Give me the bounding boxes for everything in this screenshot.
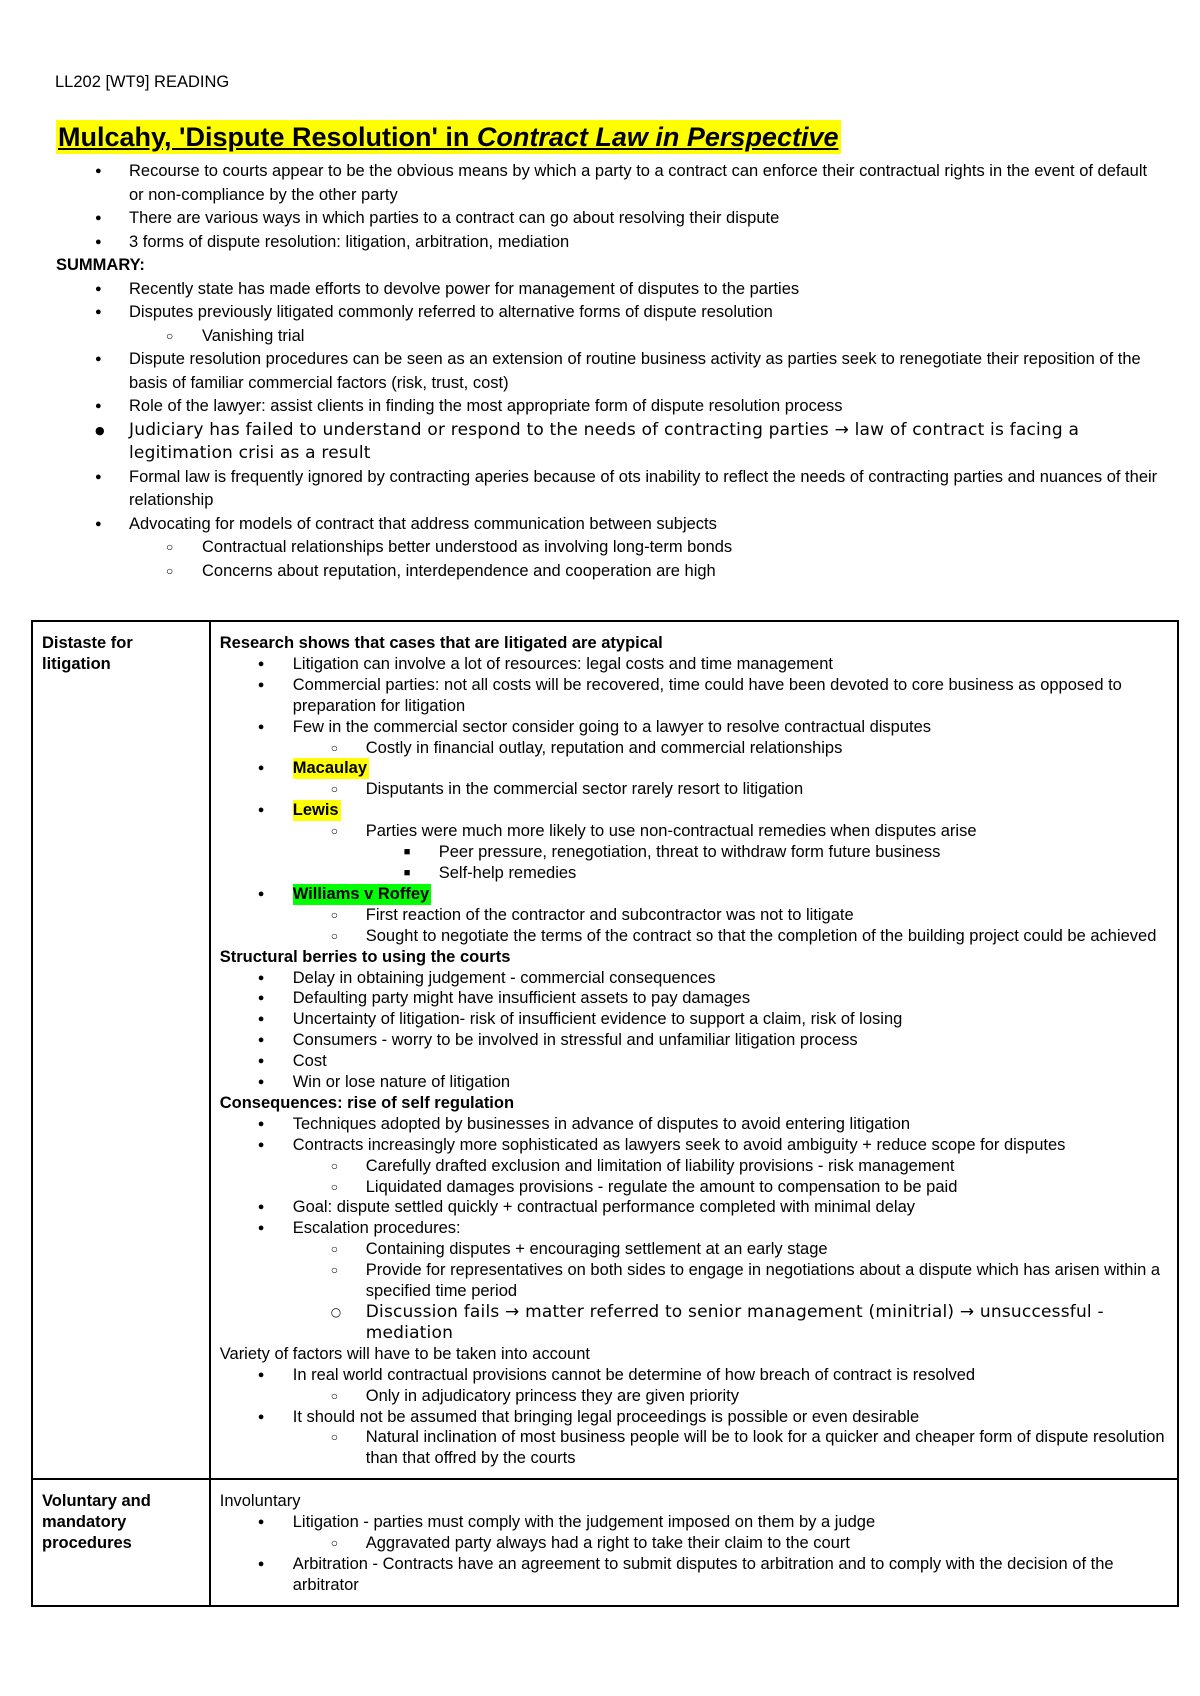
list-subitem: ○ Provide for representatives on both sides to engage in negotiations about a dispute which has arisen within a specified time period — [220, 1260, 1168, 1302]
section-heading: Structural berries to using the courts — [219, 947, 511, 966]
case-name-macaulay: Macaulay — [292, 759, 368, 778]
list-item-highlight — [220, 758, 1168, 779]
summary-heading: SUMMARY: — [56, 256, 145, 274]
list-item-highlight — [220, 884, 1168, 905]
list-subitem: ○ Only in adjudicatory princess they are given priority — [220, 1386, 1168, 1407]
list-subitem: ○ Vanishing trial — [56, 325, 1166, 349]
list-item: ● Techniques adopted by businesses in advance of disputes to avoid entering litigation — [220, 1114, 1168, 1135]
row-label: Voluntary and mandatory procedures — [32, 1479, 210, 1606]
list-item: ● Disputes previously litigated commonly referred to alternative forms of dispute resolution — [56, 301, 1166, 325]
intro-list — [56, 160, 1166, 254]
bullet-list — [220, 1512, 1168, 1596]
section-heading: Involuntary — [219, 1492, 301, 1511]
list-item: ● Consumers - worry to be involved in stressful and unfamiliar litigation process — [220, 1030, 1168, 1051]
list-subitem: ○ Natural inclination of most business people will be to look for a quicker and cheaper form of dispute resolution than that offred by the courts — [220, 1427, 1168, 1469]
list-subitem: ○ First reaction of the contractor and subcontractor was not to litigate — [220, 905, 1168, 926]
list-item: ● Role of the lawyer: assist clients in finding the most appropriate form of dispute resolution process — [56, 395, 1166, 419]
list-item: ● Delay in obtaining judgement - commercial consequences — [220, 968, 1168, 989]
list-subitem: ○ Disputants in the commercial sector rarely resort to litigation — [220, 779, 1168, 800]
document-title — [56, 120, 841, 154]
list-item: ● Recently state has made efforts to devolve power for management of disputes to the parties — [56, 278, 1166, 302]
list-subitem: ○ Contractual relationships better understood as involving long-term bonds — [56, 536, 1166, 560]
list-subitem: ○ Parties were much more likely to use non-contractual remedies when disputes arise — [220, 821, 1168, 842]
document-header: LL202 [WT9] READING — [55, 73, 230, 91]
bullet-list — [220, 1114, 1168, 1344]
list-item: ● Recourse to courts appear to be the obvious means by which a party to a contract can enforce their contractual rights in the event of default or non-compliance by the other party — [56, 160, 1166, 207]
bullet-list — [220, 968, 1168, 1093]
list-item: ● Defaulting party might have insufficient assets to pay damages — [220, 988, 1168, 1009]
summary-list — [56, 278, 1166, 584]
list-item: ● 3 forms of dispute resolution: litigation, arbitration, mediation — [56, 231, 1166, 255]
case-name-lewis: Lewis — [292, 801, 339, 820]
title-book: Contract Law in Perspective — [476, 122, 839, 152]
row-content — [210, 1479, 1178, 1606]
list-item: ● Commercial parties: not all costs will be recovered, time could have been devoted to core business as opposed to preparation for litigation — [220, 675, 1168, 717]
list-item: ● Contracts increasingly more sophisticated as lawyers seek to avoid ambiguity + reduce scope for disputes — [220, 1135, 1168, 1156]
list-item: ● Few in the commercial sector consider going to a lawyer to resolve contractual disputes — [220, 717, 1168, 738]
list-item: ● There are various ways in which parties to a contract can go about resolving their dispute — [56, 207, 1166, 231]
title-prefix: Mulcahy, 'Dispute Resolution' in — [58, 122, 477, 152]
intro-section — [56, 160, 1166, 583]
list-item: ● Arbitration - Contracts have an agreement to submit disputes to arbitration and to comply with the decision of the arbitrator — [220, 1554, 1168, 1596]
bullet-list — [220, 1365, 1168, 1470]
list-item: ● Advocating for models of contract that address communication between subjects — [56, 513, 1166, 537]
list-item: ● Uncertainty of litigation- risk of insufficient evidence to support a claim, risk of losing — [220, 1009, 1168, 1030]
list-subsubitem: ■ Self-help remedies — [220, 863, 1168, 884]
list-item: ● Litigation - parties must comply with the judgement imposed on them by a judge — [220, 1512, 1168, 1533]
list-item: ● Judiciary has failed to understand or respond to the needs of contracting parties → law of contract is facing a legitimation crisi as a result — [56, 419, 1166, 466]
list-subitem: ○ Liquidated damages provisions - regulate the amount to compensation to be paid — [220, 1177, 1168, 1198]
list-subitem: ○ Containing disputes + encouraging settlement at an early stage — [220, 1239, 1168, 1260]
list-item: ● Win or lose nature of litigation — [220, 1072, 1168, 1093]
list-subitem: ○ Concerns about reputation, interdependence and cooperation are high — [56, 560, 1166, 584]
table-row — [32, 621, 1178, 1479]
list-subitem: ○ Carefully drafted exclusion and limitation of liability provisions - risk management — [220, 1156, 1168, 1177]
list-item: ● In real world contractual provisions cannot be determine of how breach of contract is resolved — [220, 1365, 1168, 1386]
list-subitem: ○ Costly in financial outlay, reputation and commercial relationships — [220, 738, 1168, 759]
list-item: ● Litigation can involve a lot of resources: legal costs and time management — [220, 654, 1168, 675]
row-content — [210, 621, 1178, 1479]
list-subitem: ○ Aggravated party always had a right to take their claim to the court — [220, 1533, 1168, 1554]
list-subsubitem: ■ Peer pressure, renegotiation, threat to withdraw form future business — [220, 842, 1168, 863]
list-item: ● Dispute resolution procedures can be seen as an extension of routine business activity as parties seek to renegotiate their reposition of the basis of familiar commercial factors (risk, trust, cost) — [56, 348, 1166, 395]
case-name-williams-v-roffey: Williams v Roffey — [292, 884, 430, 903]
list-item: ● Formal law is frequently ignored by contracting aperies because of ots inability to reflect the needs of contracting parties and nuances of their relationship — [56, 466, 1166, 513]
section-heading: Consequences: rise of self regulation — [219, 1093, 515, 1112]
list-subitem: ○ Sought to negotiate the terms of the contract so that the completion of the building project could be achieved — [220, 926, 1168, 947]
section-heading: Variety of factors will have to be taken into account — [219, 1344, 590, 1363]
bullet-list — [220, 654, 1168, 947]
row-label: Distaste for litigation — [32, 621, 210, 1479]
list-subitem: ○ Discussion fails → matter referred to senior management (minitrial) → unsuccessful - mediation — [220, 1302, 1168, 1344]
list-item: ● It should not be assumed that bringing legal proceedings is possible or even desirable — [220, 1407, 1168, 1428]
table-row — [32, 1479, 1178, 1606]
list-item: ● Goal: dispute settled quickly + contractual performance completed with minimal delay — [220, 1197, 1168, 1218]
section-heading: Research shows that cases that are litigated are atypical — [219, 634, 663, 652]
notes-table — [31, 620, 1179, 1607]
list-item: ● Escalation procedures: — [220, 1218, 1168, 1239]
list-item-highlight — [220, 800, 1168, 821]
list-item: ● Cost — [220, 1051, 1168, 1072]
